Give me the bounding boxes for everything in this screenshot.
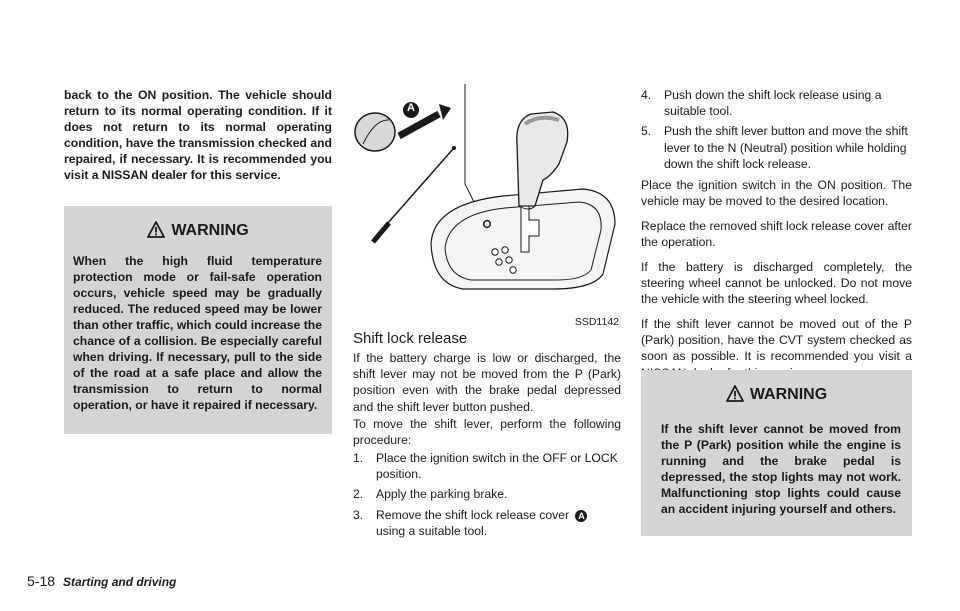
warning-box-2: [641, 370, 912, 536]
footer-section: Starting and driving: [63, 575, 177, 589]
paragraph-battery-discharged: If the battery is discharged completely, the steering wheel cannot be unlocked. Do not move the vehicle with the steering wheel locked.: [641, 260, 912, 307]
section-title: Shift lock release: [353, 330, 468, 347]
paragraph-battery: If the battery charge is low or discharged, the shift lever may not be moved from the P (Park) position even with the brake pedal depressed and the shift lever button pushed.: [353, 351, 621, 414]
steps-list-2: [641, 87, 912, 172]
list-item: 1. Place the ignition switch in the OFF or LOCK position.: [353, 451, 618, 482]
warning-text: If the shift lever cannot be moved from the P (Park) position while the engine is running and the brake pedal is depressed, the stop lights may not work. Malfunctioning stop lights could cause an accident injuring yourself and others.: [661, 422, 901, 516]
warning-heading: [641, 385, 912, 407]
paragraph-replace-cover: Replace the removed shift lock release cover after the operation.: [641, 219, 912, 250]
figure-code: SSD1142: [574, 316, 619, 328]
figure-callout-a: A: [407, 102, 415, 114]
list-item: 2. Apply the parking brake.: [353, 487, 508, 502]
shift-lever-figure: [353, 84, 621, 312]
warning-heading-text: WARNING: [749, 386, 828, 403]
warning-box: [64, 206, 332, 434]
page-footer: [27, 573, 176, 589]
warning-text: When the high fluid temperature protection mode or fail-safe operation occurs, vehicle speed may be gradually reduced. The reduced speed may be lower than other traffic, which could increase the chance of a collision. Be especially careful when driving. If necessary, pull to the side of the road at a safe place and allow the transmission to return to normal operation, or have it repaired if necessary.: [73, 254, 322, 412]
warning-heading: [64, 221, 332, 243]
paragraph-procedure: To move the shift lever, perform the following procedure:: [353, 417, 621, 448]
warning-triangle-icon: [726, 385, 744, 407]
list-item: 5. Push the shift lever button and move the shift lever to the N (Neutral) position while holding down the shift lock release.: [641, 124, 908, 171]
list-item: 3. Remove the shift lock release cover A using a suitable tool.: [353, 507, 621, 539]
steps-list-1: [353, 450, 621, 539]
intro-paragraph: back to the ON position. The vehicle should return to its normal operating condition. If it does not return to its normal operating condition, have the transmission checked and repaired, if necessary. It is recommended you visit a NISSAN dealer for this service.: [64, 88, 332, 182]
shift-lever-illustration: [353, 84, 621, 312]
paragraph-ignition-on: Place the ignition switch in the ON position. The vehicle may be moved to the desired location.: [641, 178, 912, 209]
warning-triangle-icon: [147, 221, 165, 243]
list-item: 4. Push down the shift lock release using a suitable tool.: [641, 88, 882, 119]
page-number: 5-18: [27, 573, 56, 589]
warning-heading-text: WARNING: [171, 222, 249, 239]
callout-a-badge: A: [575, 510, 587, 522]
paragraph-cvt-check: If the shift lever cannot be moved out of the P (Park) position, have the CVT system checked as soon as possible. It is recommended you visit a: [641, 317, 912, 364]
